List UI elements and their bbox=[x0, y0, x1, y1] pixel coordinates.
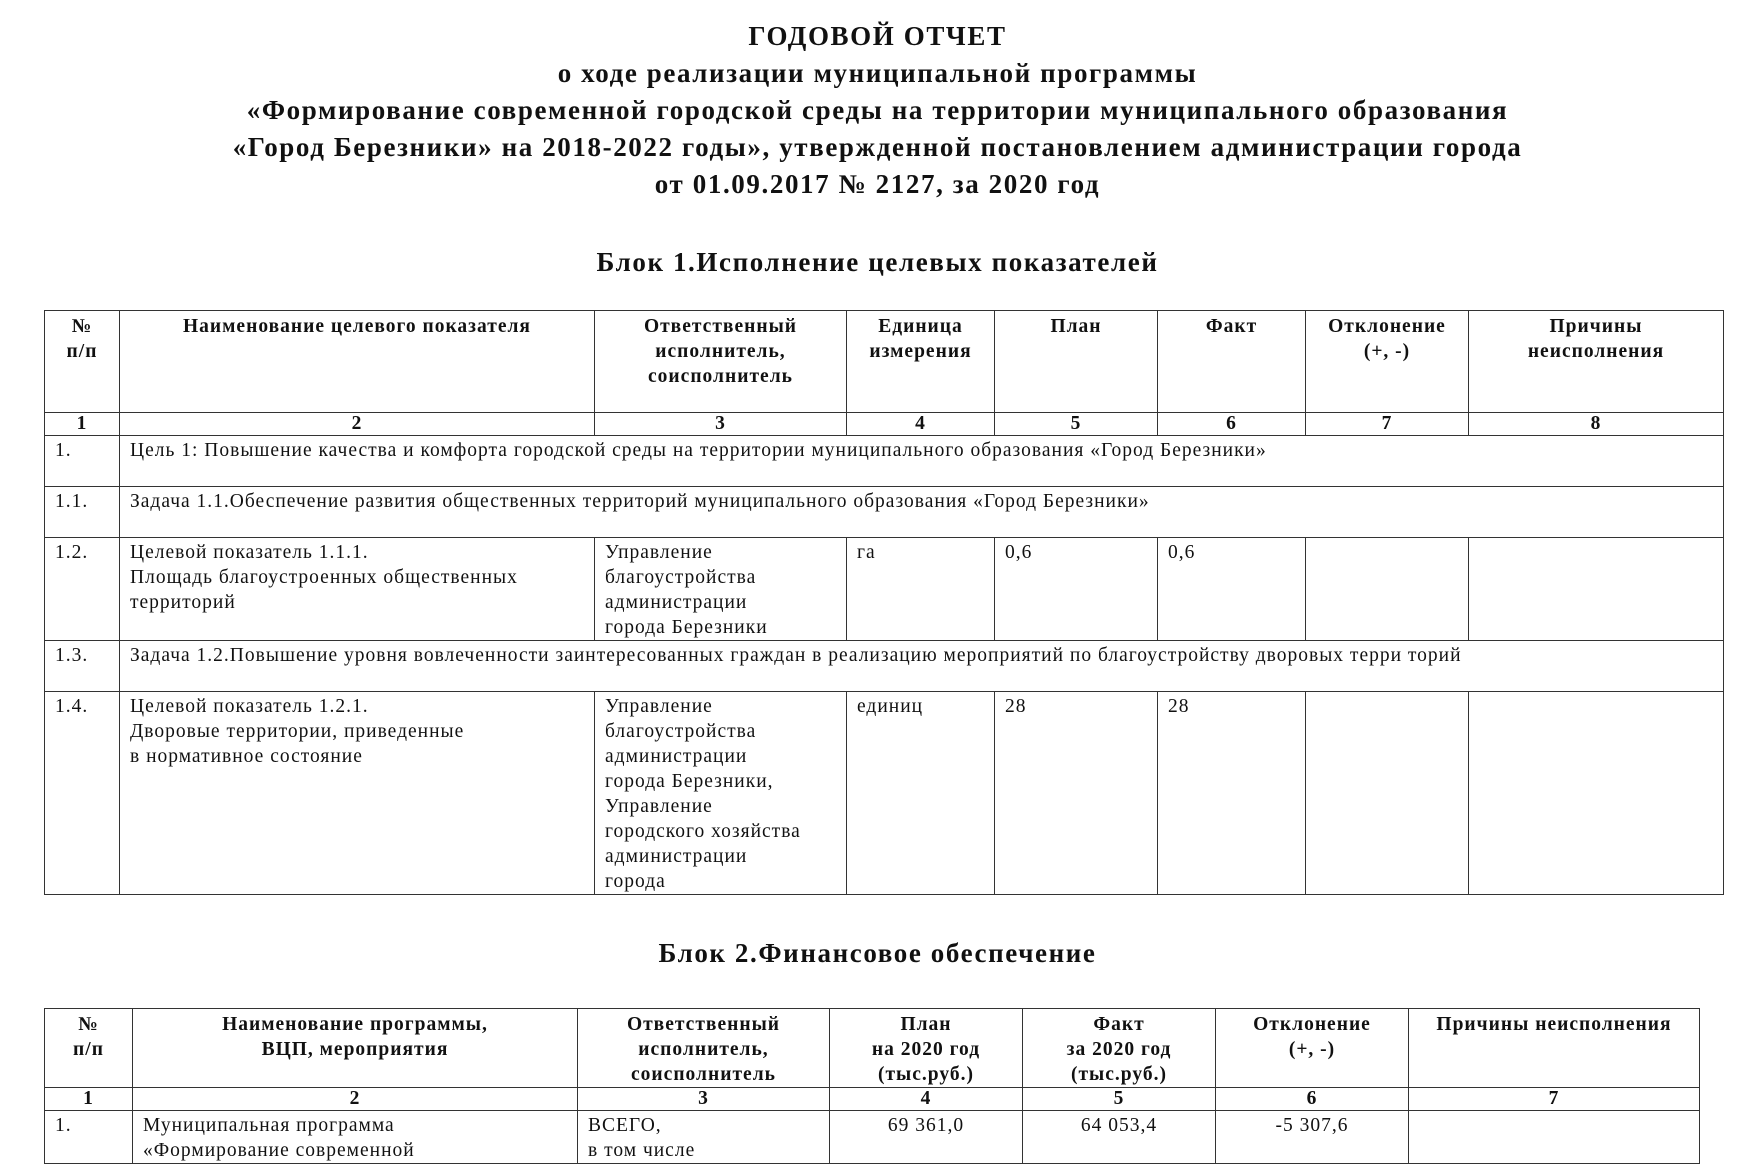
reason-value bbox=[1469, 538, 1724, 641]
unit: единиц bbox=[847, 692, 995, 895]
table-header-row bbox=[45, 1009, 1700, 1088]
column-number-row bbox=[45, 413, 1724, 436]
responsible: Управление благоустройства администрации города Березники bbox=[595, 538, 847, 641]
header-fact: Факт за 2020 год (тыс.руб.) bbox=[1023, 1009, 1216, 1088]
header-unit: Единица измерения bbox=[847, 311, 995, 413]
col-number: 6 bbox=[1158, 413, 1306, 436]
col-number: 1 bbox=[45, 413, 120, 436]
col-number: 5 bbox=[995, 413, 1158, 436]
table-row bbox=[45, 641, 1724, 692]
table-row bbox=[45, 436, 1724, 487]
targets-table bbox=[44, 310, 1724, 895]
col-number: 4 bbox=[847, 413, 995, 436]
table-row bbox=[45, 1111, 1700, 1164]
col-number: 7 bbox=[1306, 413, 1469, 436]
header-responsible: Ответственный исполнитель, соисполнитель bbox=[578, 1009, 830, 1088]
task-text: Задача 1.2.Повышение уровня вовлеченности заинтересованных граждан в реализацию мероприятий по благоустройству дворовых терри торий bbox=[120, 641, 1724, 692]
header-name: Наименование целевого показателя bbox=[120, 311, 595, 413]
table-header-row bbox=[45, 311, 1724, 413]
header-reason: Причины неисполнения bbox=[1409, 1009, 1700, 1088]
reason-value bbox=[1469, 692, 1724, 895]
header-num: № п/п bbox=[45, 1009, 133, 1088]
report-title bbox=[0, 18, 1755, 203]
col-number: 3 bbox=[595, 413, 847, 436]
block2-title: Блок 2.Финансовое обеспечение bbox=[658, 938, 1097, 968]
header-name: Наименование программы, ВЦП, мероприятия bbox=[133, 1009, 578, 1088]
table-row bbox=[45, 487, 1724, 538]
row-num: 1.2. bbox=[45, 538, 120, 641]
deviation-value bbox=[1306, 538, 1469, 641]
indicator-name: Целевой показатель 1.1.1. Площадь благоустроенных общественных территорий bbox=[120, 538, 595, 641]
header-reason: Причины неисполнения bbox=[1469, 311, 1724, 413]
plan-value: 28 bbox=[995, 692, 1158, 895]
col-number: 1 bbox=[45, 1088, 133, 1111]
task-text: Задача 1.1.Обеспечение развития общественных территорий муниципального образования «Город Березники» bbox=[120, 487, 1724, 538]
plan-value: 69 361,0 bbox=[830, 1111, 1023, 1164]
row-num: 1.4. bbox=[45, 692, 120, 895]
col-number: 2 bbox=[133, 1088, 578, 1111]
row-num: 1.3. bbox=[45, 641, 120, 692]
plan-value: 0,6 bbox=[995, 538, 1158, 641]
reason-value bbox=[1409, 1111, 1700, 1164]
finance-table bbox=[44, 1008, 1700, 1164]
table-row bbox=[45, 538, 1724, 641]
row-num: 1. bbox=[45, 1111, 133, 1164]
program-name: Муниципальная программа «Формирование современной bbox=[133, 1111, 578, 1164]
col-number: 2 bbox=[120, 413, 595, 436]
title-line-2: о ходе реализации муниципальной программы bbox=[557, 58, 1198, 88]
responsible: Управление благоустройства администрации города Березники, Управление городского хозяйства администрации города bbox=[595, 692, 847, 895]
header-plan: План на 2020 год (тыс.руб.) bbox=[830, 1009, 1023, 1088]
col-number: 5 bbox=[1023, 1088, 1216, 1111]
header-plan: План bbox=[995, 311, 1158, 413]
indicator-name: Целевой показатель 1.2.1. Дворовые территории, приведенные в нормативное состояние bbox=[120, 692, 595, 895]
deviation-value: -5 307,6 bbox=[1216, 1111, 1409, 1164]
col-number: 3 bbox=[578, 1088, 830, 1111]
header-deviation: Отклонение (+, -) bbox=[1216, 1009, 1409, 1088]
title-line-3: «Формирование современной городской среды на территории муниципального образования bbox=[246, 95, 1509, 125]
deviation-value bbox=[1306, 692, 1469, 895]
title-line-1: ГОДОВОЙ ОТЧЕТ bbox=[748, 21, 1007, 51]
fact-value: 28 bbox=[1158, 692, 1306, 895]
header-responsible: Ответственный исполнитель, соисполнитель bbox=[595, 311, 847, 413]
col-number: 6 bbox=[1216, 1088, 1409, 1111]
responsible: ВСЕГО, в том числе bbox=[578, 1111, 830, 1164]
col-number: 8 bbox=[1469, 413, 1724, 436]
col-number: 4 bbox=[830, 1088, 1023, 1111]
header-fact: Факт bbox=[1158, 311, 1306, 413]
row-num: 1. bbox=[45, 436, 120, 487]
block1-title: Блок 1.Исполнение целевых показателей bbox=[596, 247, 1159, 277]
goal-text: Цель 1: Повышение качества и комфорта городской среды на территории муниципального образования «Город Березники» bbox=[120, 436, 1724, 487]
title-line-5: от 01.09.2017 № 2127, за 2020 год bbox=[654, 169, 1101, 199]
col-number: 7 bbox=[1409, 1088, 1700, 1111]
row-num: 1.1. bbox=[45, 487, 120, 538]
table-row bbox=[45, 692, 1724, 895]
title-line-4: «Город Березники» на 2018-2022 годы», утвержденной постановлением администрации города bbox=[232, 132, 1523, 162]
column-number-row bbox=[45, 1088, 1700, 1111]
header-deviation: Отклонение (+, -) bbox=[1306, 311, 1469, 413]
header-num: № п/п bbox=[45, 311, 120, 413]
fact-value: 0,6 bbox=[1158, 538, 1306, 641]
unit: га bbox=[847, 538, 995, 641]
fact-value: 64 053,4 bbox=[1023, 1111, 1216, 1164]
